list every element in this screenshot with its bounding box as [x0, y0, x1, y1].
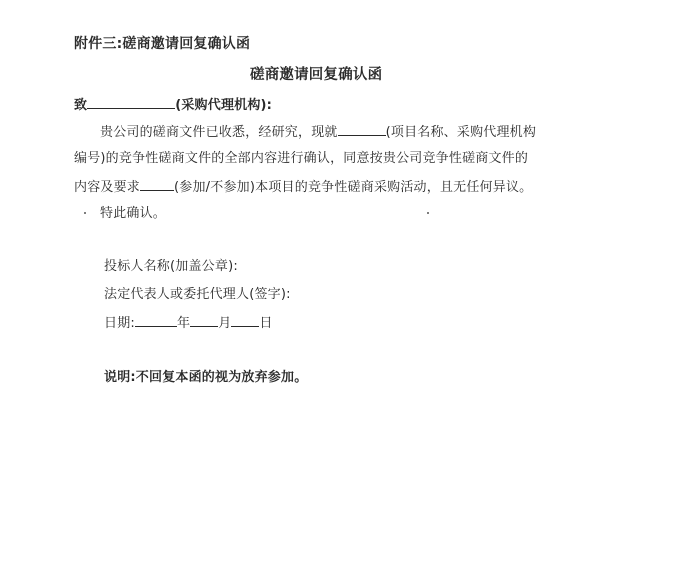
- year-blank: [135, 314, 177, 327]
- paragraph-line-1-text-b: (项目名称、采购代理机构: [385, 125, 537, 140]
- paragraph-line-3-text-b: (参加/不参加)本项目的竞争性磋商采购活动，且无任何异议。: [174, 180, 533, 195]
- date-label: 日期:: [104, 316, 135, 331]
- bidder-name-label: 投标人名称(加盖公章):: [104, 259, 238, 274]
- attachment-heading: 附件三:磋商邀请回复确认函: [74, 36, 251, 52]
- paragraph-line-3-text-a: 内容及要求: [74, 180, 141, 195]
- month-label: 月: [218, 316, 232, 331]
- document-title: 磋商邀请回复确认函: [250, 67, 383, 83]
- paragraph-line-2: 编号)的竞争性磋商文件的全部内容进行确认，同意按贵公司竞争性磋商文件的: [74, 151, 529, 166]
- day-blank: [231, 314, 259, 327]
- date-line: [104, 314, 273, 333]
- legal-rep-label: 法定代表人或委托代理人(签字):: [104, 287, 291, 302]
- addressee-prefix: 致: [74, 98, 88, 113]
- scan-speck: [84, 212, 86, 214]
- addressee-suffix: (采购代理机构):: [175, 98, 273, 113]
- year-label: 年: [176, 316, 191, 331]
- month-blank: [190, 314, 218, 327]
- addressee-line: [74, 96, 272, 115]
- paragraph-line-3: [74, 178, 532, 197]
- confirm-text: 特此确认。: [100, 206, 167, 221]
- note: 说明:不回复本函的视为放弃参加。: [104, 370, 308, 385]
- project-name-blank: [338, 123, 386, 136]
- paragraph-line-1: [100, 123, 536, 142]
- scan-speck: [427, 212, 429, 214]
- participation-blank: [140, 178, 174, 191]
- paragraph-line-1-text-a: 贵公司的磋商文件已收悉，经研究，现就: [100, 125, 338, 140]
- day-label: 日: [259, 316, 273, 331]
- addressee-blank: [87, 96, 175, 109]
